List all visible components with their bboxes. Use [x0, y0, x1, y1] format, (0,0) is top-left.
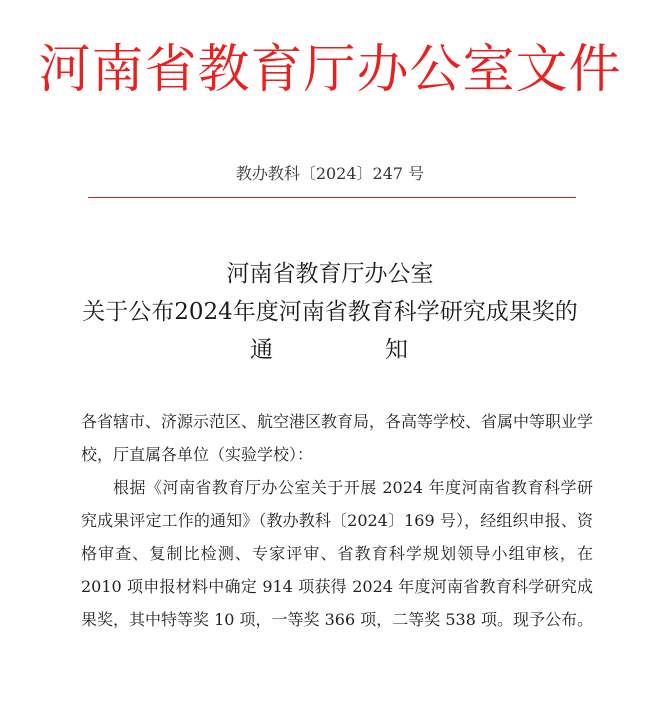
red-masthead: 河南省教育厅办公室文件 — [38, 40, 622, 100]
title-line-3-char-1: 通 — [250, 337, 275, 363]
document-body — [81, 405, 593, 636]
body-paragraph: 根据《河南省教育厅办公室关于开展 2024 年度河南省教育科学研究成果评定工作的通知》（教办教科〔2024〕169 号），经组织申报、资格审查、复制比检测、专家评审、省教育科学规划领导小组审核，在 2010 项申报材料中确定 914 项获得 2024 年度河南省教育科学研究成果奖，其中特等奖 10 项，一等奖 366 项，二等奖 538 项。现予公布。 — [81, 478, 593, 629]
title-line-2: 关于公布2024年度河南省教育科学研究成果奖的 — [82, 299, 578, 325]
title-line-3-char-2: 知 — [385, 337, 410, 363]
document-title — [0, 255, 660, 369]
red-separator-line — [88, 197, 576, 198]
title-line-1: 河南省教育厅办公室 — [226, 261, 434, 287]
title-line-3 — [0, 331, 660, 369]
salutation: 各省辖市、济源示范区、航空港区教育局，各高等学校、省属中等职业学校，厅直属各单位（实验学校）： — [81, 412, 594, 464]
document-number: 教办教科〔2024〕247 号 — [235, 164, 425, 183]
